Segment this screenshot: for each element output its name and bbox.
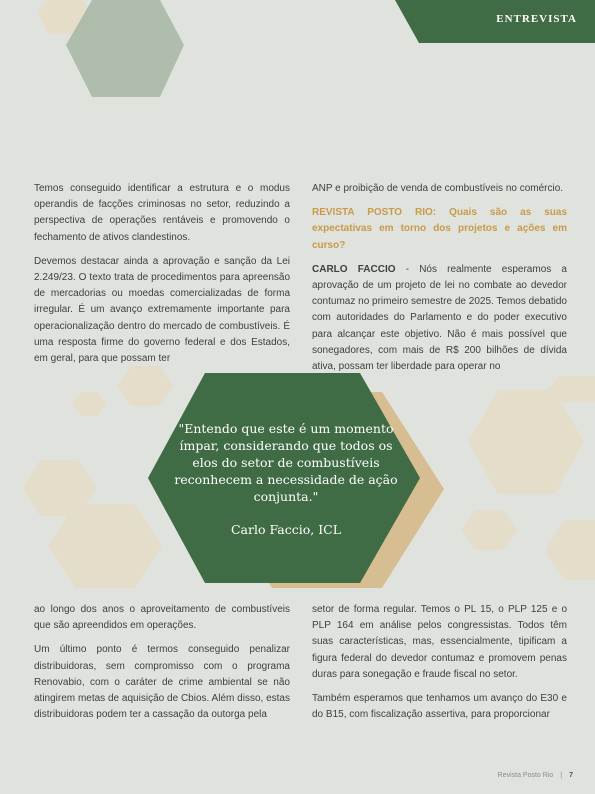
paragraph: Um último ponto é termos conseguido penalizar distribuidoras, sem compromisso com o programa Renovabio, com o caráter de crime ambiental se não atingirem metas de aquisição de Cbios. Além disso, estas distribuidoras podem ter a cassação da outorga pela (34, 644, 290, 721)
footer-divider: | (560, 772, 563, 779)
section-label: ENTREVISTA (496, 13, 577, 25)
speaker-name: CARLO FACCIO (312, 263, 396, 275)
pull-quote-author: Carlo Faccio, ICL (230, 522, 342, 537)
paragraph: Temos conseguido identificar a estrutura e o modus operandis de facções criminosas no setor, reduzindo a perspectiva de operações rentáveis e promovendo o fechamento de ativos clandestinos. (34, 183, 290, 243)
pull-quote-text: "Entendo que este é um momento ímpar, considerando que todos os elos do setor de combustíveis reconhecem a necessidade de ação conjunta." (174, 421, 398, 504)
paragraph: setor de forma regular. Temos o PL 15, o PLP 125 e o PLP 164 em análise pelos congressistas. Todos têm suas características, mas, essencialmente, tipificam a figura federal do devedor contumaz e promovem penas duras para sonegação e fraude fiscal no setor. (312, 604, 567, 680)
upper-left-column (34, 181, 290, 375)
interview-question: REVISTA POSTO RIO: Quais são as suas expectativas em torno dos projetos e ações em curso? (312, 207, 567, 251)
upper-right-column (312, 181, 567, 383)
hexagon-decoration (72, 392, 106, 416)
lower-right-column (312, 602, 567, 731)
paragraph: ANP e proibição de venda de combustíveis no comércio. (312, 183, 564, 194)
interview-answer (312, 262, 567, 375)
hexagon-decoration (468, 390, 584, 494)
magazine-name: Revista Posto Rio (497, 772, 554, 779)
lower-left-column (34, 602, 290, 731)
hexagon-decoration (66, 0, 184, 97)
paragraph: Devemos destacar ainda a aprovação e sanção da Lei 2.249/23. O texto trata de procedimentos para apreensão de mercadorias ou moedas comercializadas de forma irregular. É um avanço extremamente importante para operacionalização dentro do mercado de combustíveis. É uma resposta firme do governo federal e dos Estados, em geral, para que possam ter (34, 255, 290, 365)
paragraph: ao longo dos anos o aproveitamento de combustíveis que são apreendidos em operações. (34, 604, 290, 632)
answer-text: - Nós realmente esperamos a aprovação de um projeto de lei no combate ao devedor contumaz no primeiro semestre de 2025. Temos debatido com autoridades do Parlamento e do poder executivo para alcançar este objetivo. Não é mais possível que sonegadores, com mais de R$ 200 bilhões de dívida ativa, possam ter liberdade para operar no (312, 263, 567, 373)
paragraph: Também esperamos que tenhamos um avanço do E30 e do B15, com fiscalização assertiva, para proporcionar (312, 693, 567, 721)
page-footer (498, 772, 573, 779)
hexagon-decoration (48, 504, 162, 588)
hexagon-decoration (545, 520, 595, 580)
hexagon-decoration (461, 510, 517, 550)
page-number: 7 (569, 772, 573, 779)
